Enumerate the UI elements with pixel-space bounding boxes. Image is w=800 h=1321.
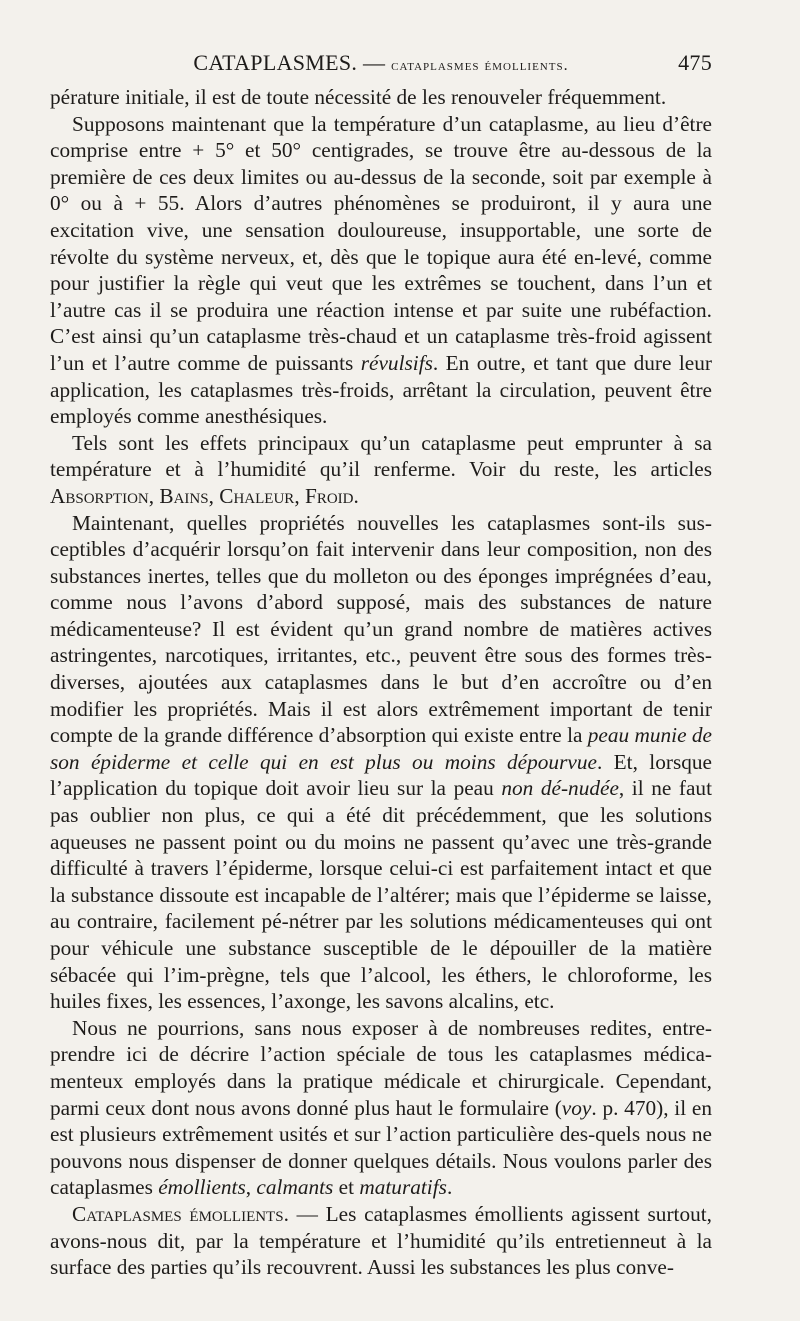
- small-caps-term: Froid: [304, 483, 354, 508]
- paragraph-1: [50, 84, 712, 111]
- text-run: . En outre, et tant que dure leur application, les cataplasmes très-froids, arrêtant la circulation, peuvent être employés comme anesthésiques.: [50, 350, 713, 429]
- italic-term: non dé-nudée: [501, 776, 619, 801]
- small-caps-term: Bains: [159, 483, 209, 508]
- text-run: .: [353, 483, 359, 508]
- small-caps-term: Chaleur: [219, 483, 295, 508]
- small-caps-term: Absorption: [50, 483, 149, 508]
- small-caps-term: Cataplasmes émollients: [72, 1201, 284, 1226]
- running-head-subtitle: cataplasmes émollients.: [391, 57, 569, 74]
- text-run: . p. 470), il en est plusieurs extrêmement usités et sur l’action particulière des-quels nous ne pouvons nous dispenser de donner quelques détails. Nous voulons parler des cataplasmes: [50, 1095, 712, 1200]
- text-run: ,: [294, 483, 305, 508]
- paragraph-6: [50, 1201, 712, 1281]
- running-head: [50, 50, 712, 84]
- page-number: 475: [678, 50, 712, 75]
- italic-term: peau munie de son épiderme et celle qui en est plus ou moins dépourvue: [50, 723, 712, 774]
- text-run: Maintenant, quelles propriétés nouvelles les cataplasmes sont-ils sus-ceptibles d’acquérir lorsqu’on fait intervenir dans leur composition, non des substances inertes, telles que du molleton ou des éponges imprégnées d’eau, comme nous l’avons d’abord supposé, mais des substances de nature médicamenteuse? Il est évident qu’un grand nombre de matières actives astringentes, narcotiques, irritantes, etc., peuvent être sous des formes très-diverses, ajoutées aux cataplasmes dans le but d’en accroître ou d’en modifier les propriétés. Mais il est alors extrêmement important de tenir compte de la grande différence d’absorption qui existe entre la: [50, 510, 712, 748]
- text-run: pérature initiale, il est de toute nécessité de les renouveler fréquemment.: [50, 85, 667, 109]
- text-run: ,: [245, 1175, 257, 1200]
- italic-term: maturatifs: [359, 1175, 447, 1200]
- text-run: ,: [208, 483, 220, 508]
- text-run: , il ne faut pas oublier non plus, ce qui a été dit précédemment, que les solutions aqueuses ne passent point ou du moins ne passent qu’avec une très-grande difficulté à travers l’épiderme, lorsque celui-ci est parfaitement intact et que la substance dissoute est incapable de l’altérer; mais que l’épiderme se laisse, au contraire, facilement pé-nétrer par les solutions médicamenteuses qui ont pour véhicule une substance susceptible de le dépouiller de la matière sébacée qui l’im-prègne, tels que l’alcool, les éthers, le chloroforme, les huiles fixes, les essences, l’axonge, les savons alcalins, etc.: [50, 776, 712, 1014]
- text-run: .: [446, 1175, 453, 1200]
- running-head-title-line: [50, 50, 712, 76]
- running-head-dash: —: [363, 50, 386, 75]
- body-text: [50, 84, 712, 1281]
- paragraph-3: [50, 430, 712, 510]
- text-run: et: [333, 1175, 360, 1200]
- text-run: Tels sont les effets principaux qu’un cataplasme peut emprunter à sa température et à l’humidité qu’il renferme. Voir du reste, les articles: [50, 430, 712, 482]
- text-run: Nous ne pourrions, sans nous exposer à de nombreuses redites, entre-prendre ici de décrire l’action spéciale de tous les cataplasmes médica-menteux employés dans la pratique médicale et chirurgicale. Cependant, parmi ceux dont nous avons donné plus haut le formulaire (: [50, 1015, 712, 1120]
- italic-term: calmants: [256, 1175, 334, 1200]
- italic-term: voy: [561, 1095, 592, 1120]
- paragraph-2: [50, 111, 712, 430]
- text-run: ,: [148, 483, 160, 508]
- italic-term: révulsifs: [360, 350, 433, 375]
- paragraph-5: [50, 1015, 712, 1201]
- italic-term: émollients: [158, 1175, 246, 1200]
- running-head-title: CATAPLASMES.: [193, 50, 358, 75]
- text-run: Supposons maintenant que la température d’un cataplasme, au lieu d’être comprise entre + 5° et 50° centigrades, se trouve être au-dessous de la première de ces deux limites ou au-dessus de la seconde, soit par exemple à 0° ou à + 55. Alors d’autres phénomènes se produiront, il y aura une excitation vive, une sensation douloureuse, insupportable, une sorte de révolte du système nerveux, et, dès que le topique aura été en-levé, comme pour justifier la règle qui veut que les extrêmes se touchent, dans l’un et l’autre cas il se produira une réaction intense et par suite une rubéfaction. C’est ainsi qu’un cataplasme très-chaud et un cataplasme très-froid agissent l’un et l’autre comme de puissants: [50, 111, 712, 375]
- text-run: . — Les cataplasmes émollients agissent surtout, avons-nous dit, par la température et l’humidité qu’ils entretienneut à la surface des parties qu’ils recouvrent. Aussi les substances les plus conve-: [50, 1201, 712, 1280]
- text-run: . Et, lorsque l’application du topique doit avoir lieu sur la peau: [50, 749, 713, 801]
- paragraph-4: [50, 510, 712, 1015]
